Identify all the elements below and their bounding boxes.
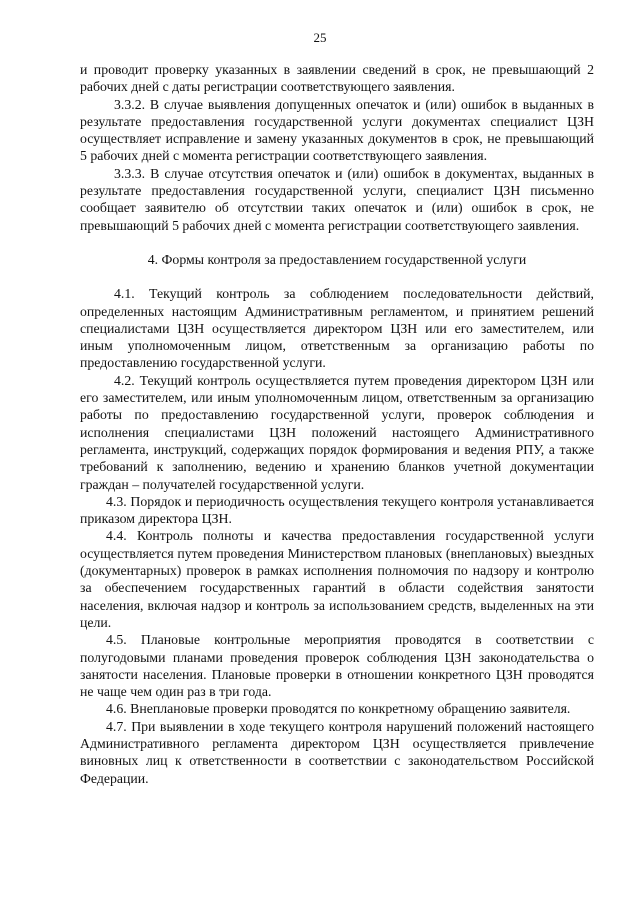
- paragraph-continuation: и проводит проверку указанных в заявлении сведений в срок, не превышающий 2 рабочих дней с даты регистрации соответствующего заявления.: [80, 62, 594, 95]
- paragraph-3-3-3: 3.3.3. В случае отсутствия опечаток и (или) ошибок в документах, выданных в результате предоставления государственной услуги, специалист ЦЗН письменно сообщает заявителю об отсутствии таких опечаток и (или) ошибок в срок, не превышающий 5 рабочих дней с момента регистрации соответствующего заявления.: [80, 165, 594, 233]
- section-heading: 4. Формы контроля за предоставлением государственной услуги: [147, 251, 527, 267]
- page-number: 25: [313, 30, 327, 45]
- paragraph-4-3: 4.3. Порядок и периодичность осуществления текущего контроля устанавливается приказом директора ЦЗН.: [80, 493, 594, 527]
- paragraph-4-2: 4.2. Текущий контроль осуществляется путем проведения директором ЦЗН или его заместителем, или иным уполномоченным лицом, ответственным за организацию работы по предоставлению государственной услуги, проверок соблюдения и исполнения специалистами ЦЗН положений настоящего Административного регламента, инструкций, содержащих порядок формирования и ведения РПУ, а также требований к заполнению, ведению и хранению бланков учетной документации граждан – получателей государственной услуги.: [80, 372, 594, 492]
- paragraph-4-7: 4.7. При выявлении в ходе текущего контроля нарушений положений настоящего Административного регламента директором ЦЗН осуществляется привлечение виновных лиц к ответственности в соответствии с законодательством Российской Федерации.: [80, 718, 594, 786]
- paragraph-4-4: 4.4. Контроль полноты и качества предоставления государственной услуги осуществляется путем проведения Министерством плановых (внеплановых) выездных (документарных) проверок в рамках исполнения полномочия по надзору и контролю за обеспечением государственных гарантий в области содействия занятости населения, включая надзор и контроль за использованием средств, выделенных на эти цели.: [80, 528, 594, 630]
- page-content: [80, 61, 594, 787]
- paragraph-4-5: 4.5. Плановые контрольные мероприятия проводятся в соответствии с полугодовыми планами проведения проверок соблюдения ЦЗН законодательства о занятости населения. Плановые проверки в отношении конкретного ЦЗН проводятся не чаще чем один раз в три года.: [80, 632, 594, 700]
- paragraph-4-1: 4.1. Текущий контроль за соблюдением последовательности действий, определенных настоящим Административным регламентом, и принятием решений специалистами ЦЗН осуществляется директором ЦЗН или его заместителем, или иным уполномоченным лицом, ответственным за организацию работы по предоставлению государственной услуги.: [80, 286, 594, 371]
- paragraph-3-3-2: 3.3.2. В случае выявления допущенных опечаток и (или) ошибок в выданных в результате предоставления государственной услуги документах специалист ЦЗН осуществляет исправление и замену указанных документов в срок, не превышающий 5 рабочих дней с момента регистрации соответствующего заявления.: [80, 96, 594, 164]
- paragraph-4-6: 4.6. Внеплановые проверки проводятся по конкретному обращению заявителя.: [106, 701, 571, 717]
